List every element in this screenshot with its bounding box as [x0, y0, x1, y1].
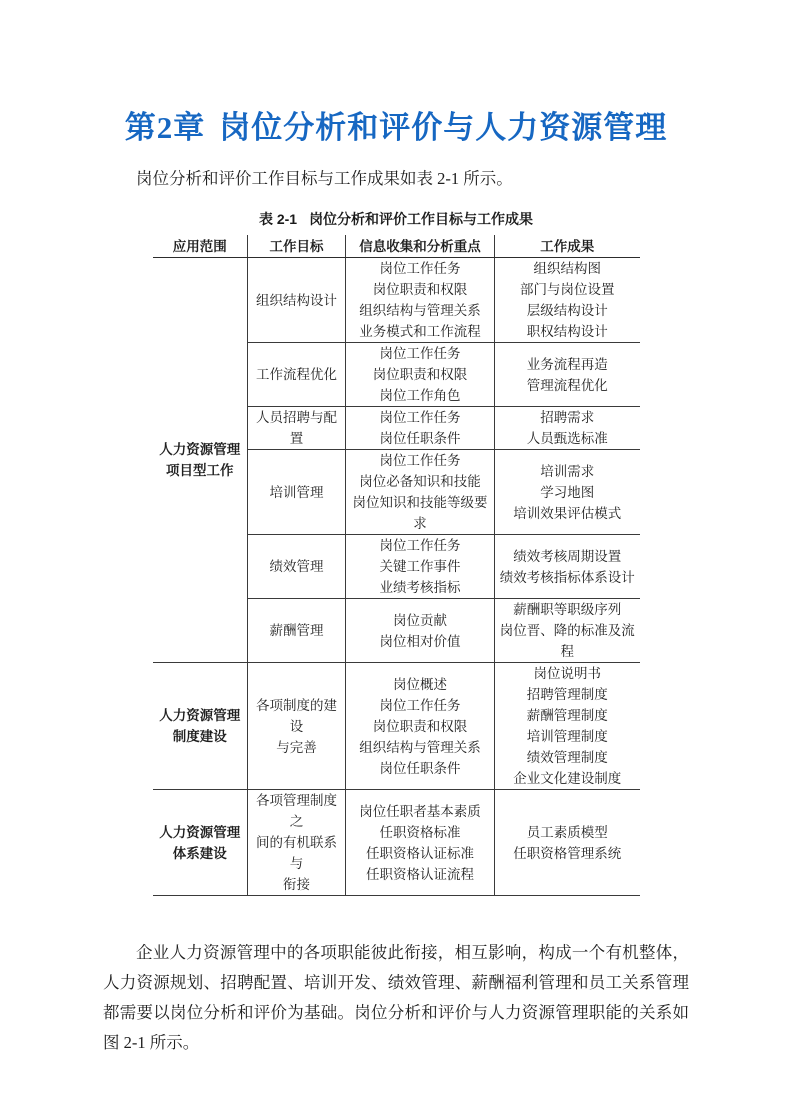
focus-cell: 岗位工作任务 岗位必备知识和技能 岗位知识和技能等级要求 [346, 450, 495, 535]
goal-cell: 各项管理制度之 间的有机联系与 衔接 [248, 790, 346, 896]
table-row [153, 790, 640, 896]
results-cell: 组织结构图 部门与岗位设置 层级结构设计 职权结构设计 [495, 258, 640, 343]
focus-cell: 岗位贡献 岗位相对价值 [346, 599, 495, 663]
chapter-number: 第2章 [124, 110, 206, 145]
goal-cell: 各项制度的建设 与完善 [248, 663, 346, 790]
table-header-row [153, 235, 640, 258]
scope-cell-framework-construction: 人力资源管理 体系建设 [153, 790, 248, 896]
focus-cell: 岗位工作任务 岗位职责和权限 岗位工作角色 [346, 343, 495, 407]
closing-paragraph: 企业人力资源管理中的各项职能彼此衔接，相互影响，构成一个有机整体，人力资源规划、招聘配置、培训开发、绩效管理、薪酬福利管理和员工关系管理都需要以岗位分析和评价为基础。岗位分析和评价与人力资源管理职能的关系如图 2-1 所示。 [103, 943, 689, 1052]
header-work-result: 工作成果 [495, 235, 640, 258]
results-cell: 绩效考核周期设置 绩效考核指标体系设计 [495, 535, 640, 599]
results-cell: 薪酬职等职级序列 岗位晋、降的标准及流程 [495, 599, 640, 663]
goal-cell: 工作流程优化 [248, 343, 346, 407]
header-application-scope: 应用范围 [153, 235, 248, 258]
focus-cell: 岗位工作任务 岗位任职条件 [346, 407, 495, 450]
header-work-goal: 工作目标 [248, 235, 346, 258]
table-caption [0, 209, 792, 229]
results-cell: 培训需求 学习地图 培训效果评估模式 [495, 450, 640, 535]
goal-cell: 人员招聘与配置 [248, 407, 346, 450]
table-row [153, 663, 640, 790]
scope-cell-system-construction: 人力资源管理 制度建设 [153, 663, 248, 790]
goal-cell: 绩效管理 [248, 535, 346, 599]
goal-cell: 组织结构设计 [248, 258, 346, 343]
results-cell: 招聘需求 人员甄选标准 [495, 407, 640, 450]
focus-cell: 岗位概述 岗位工作任务 岗位职责和权限 组织结构与管理关系 岗位任职条件 [346, 663, 495, 790]
header-info-focus: 信息收集和分析重点 [346, 235, 495, 258]
table-caption-title: 岗位分析和评价工作目标与工作成果 [309, 211, 534, 227]
results-cell: 员工素质模型 任职资格管理系统 [495, 790, 640, 896]
focus-cell: 岗位任职者基本素质 任职资格标准 任职资格认证标准 任职资格认证流程 [346, 790, 495, 896]
chapter-title [0, 102, 792, 147]
focus-cell: 岗位工作任务 关键工作事件 业绩考核指标 [346, 535, 495, 599]
goal-cell: 薪酬管理 [248, 599, 346, 663]
scope-cell-project-work: 人力资源管理 项目型工作 [153, 258, 248, 663]
focus-cell: 岗位工作任务 岗位职责和权限 组织结构与管理关系 业务模式和工作流程 [346, 258, 495, 343]
chapter-name: 岗位分析和评价与人力资源管理 [219, 110, 668, 145]
table-row [153, 258, 640, 343]
table-caption-label: 表 2-1 [258, 211, 298, 227]
table-2-1 [153, 235, 640, 896]
results-cell: 业务流程再造 管理流程优化 [495, 343, 640, 407]
goal-cell: 培训管理 [248, 450, 346, 535]
intro-paragraph: 岗位分析和评价工作目标与工作成果如表 2-1 所示。 [136, 169, 513, 188]
results-cell: 岗位说明书 招聘管理制度 薪酬管理制度 培训管理制度 绩效管理制度 企业文化建设制度 [495, 663, 640, 790]
